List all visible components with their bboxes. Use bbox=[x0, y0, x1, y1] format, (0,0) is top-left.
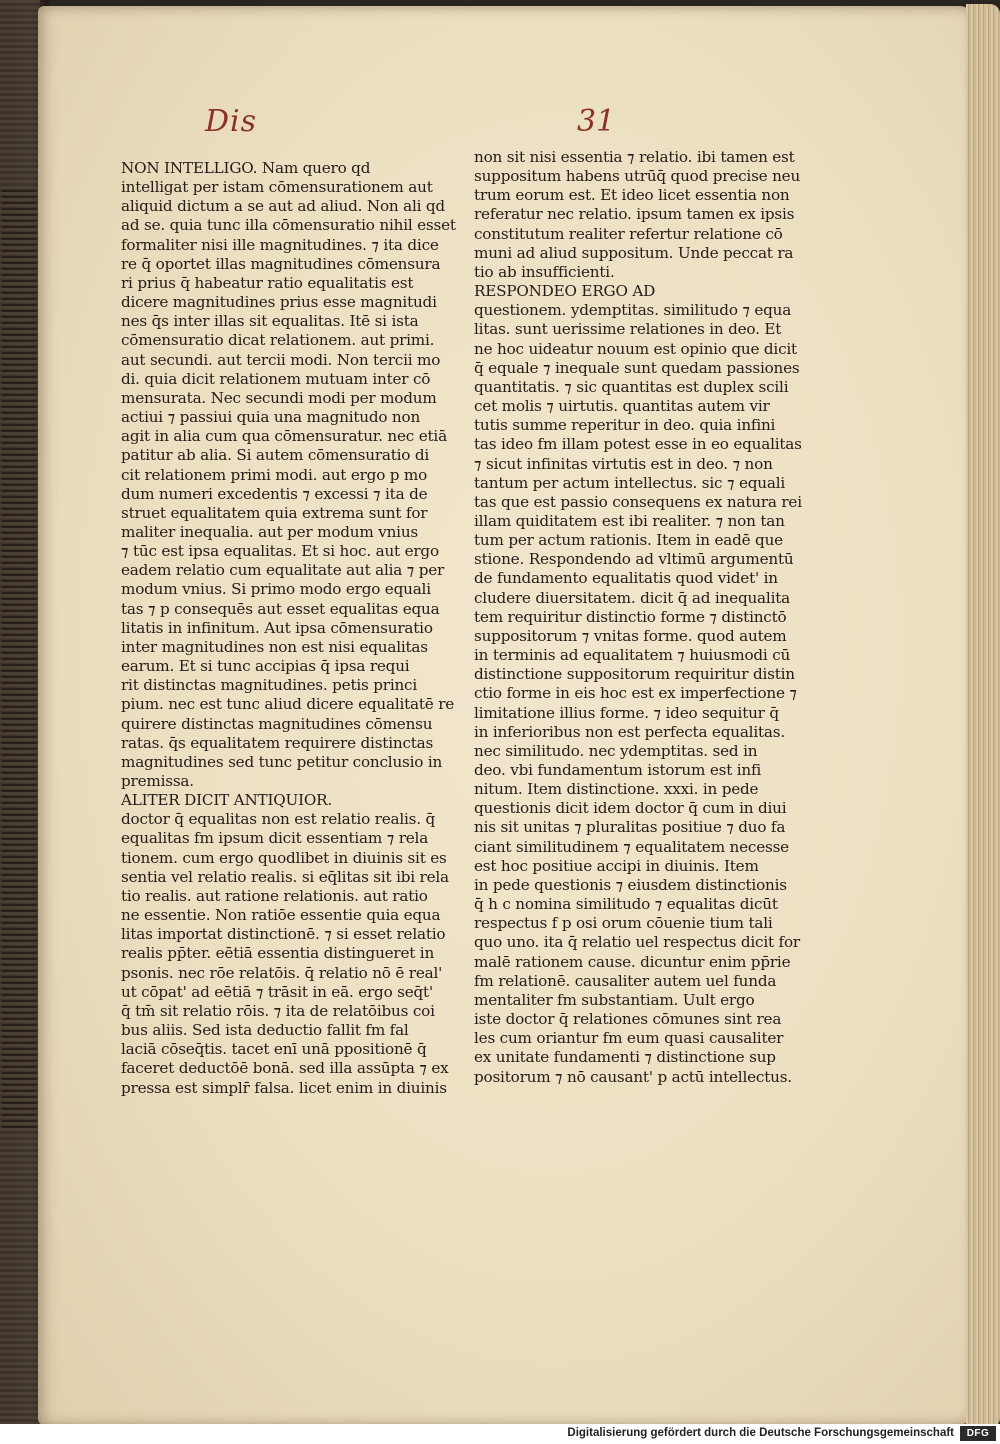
text-line: malē rationem cause. dicuntur enim pp̄rie bbox=[474, 952, 791, 971]
text-line: ALITER DICIT ANTIQUIOR. bbox=[121, 791, 333, 810]
text-line: de fundamento equalitatis quod videt' in bbox=[474, 569, 778, 588]
text-line: psonis. nec rōe relatōis. q̄ relatio nō ē real' bbox=[121, 963, 443, 982]
text-line: ut cōpat' ad eētiā ⁊ trāsit in eā. ergo seq̄t' bbox=[121, 982, 433, 1001]
text-line: nis sit unitas ⁊ pluralitas positiue ⁊ duo fa bbox=[474, 818, 786, 837]
text-column-right bbox=[474, 148, 802, 1087]
text-line: tio ab insufficienti. bbox=[474, 262, 615, 281]
text-line: tutis summe reperitur in deo. quia infini bbox=[474, 416, 776, 435]
text-line: iste doctor q̄ relationes cōmunes sint rea bbox=[474, 1010, 782, 1029]
text-line: referatur nec relatio. ipsum tamen ex ipsis bbox=[474, 205, 795, 224]
text-line: tas que est passio consequens ex natura rei bbox=[474, 492, 802, 511]
text-line: suppositorum ⁊ vnitas forme. quod autem bbox=[474, 626, 787, 645]
text-line: questionis dicit idem doctor q̄ cum in diui bbox=[474, 799, 787, 818]
text-line: ratas. q̄s equalitatem requirere distinctas bbox=[121, 733, 434, 752]
text-line: constitutum realiter refertur relatione cō bbox=[474, 224, 783, 243]
text-line: aliquid dictum a se aut ad aliud. Non ali qd bbox=[121, 197, 445, 216]
text-line: les cum oriantur fm eum quasi causaliter bbox=[474, 1029, 784, 1048]
text-line: mentaliter fm substantiam. Uult ergo bbox=[474, 990, 755, 1009]
text-line: tum per actum rationis. Item in eadē que bbox=[474, 531, 783, 550]
text-line: quantitatis. ⁊ sic quantitas est duplex scili bbox=[474, 377, 789, 396]
text-line: nes q̄s inter illas sit equalitas. Itē si ista bbox=[121, 312, 419, 331]
text-line: cludere diuersitatem. dicit q̄ ad inequalita bbox=[474, 588, 790, 607]
text-line: rit distinctas magnitudines. petis princi bbox=[121, 676, 418, 695]
text-line: ne hoc uideatur nouum est opinio que dicit bbox=[474, 339, 797, 358]
text-line: cit relationem primi modi. aut ergo p mo bbox=[121, 465, 428, 484]
text-line: aut secundi. aut tercii modi. Non tercii mo bbox=[121, 350, 441, 369]
text-line: suppositum habens utrūq̄ quod precise neu bbox=[474, 167, 801, 186]
text-line: litatis in infinitum. Aut ipsa cōmensuratio bbox=[121, 618, 433, 637]
text-line: nitum. Item distinctione. xxxi. in pede bbox=[474, 780, 759, 799]
text-line: illam quiditatem est ibi realiter. ⁊ non tan bbox=[474, 511, 785, 530]
text-line: RESPONDEO ERGO AD bbox=[474, 282, 656, 301]
text-line: q̄ h c nomina similitudo ⁊ equalitas dicūt bbox=[474, 895, 778, 914]
text-line: magnitudines sed tunc petitur conclusio in bbox=[121, 752, 443, 771]
funding-credit: Digitalisierung gefördert durch die Deutsche Forschungsgemeinschaft bbox=[567, 1427, 954, 1439]
text-line: muni ad aliud suppositum. Unde peccat ra bbox=[474, 243, 794, 262]
text-line: tas ideo fm illam potest esse in eo equalitas bbox=[474, 435, 802, 454]
text-line: ex unitate fundamenti ⁊ distinctione sup bbox=[474, 1048, 776, 1067]
text-line: in terminis ad equalitatem ⁊ huiusmodi cū bbox=[474, 646, 791, 665]
text-line: NON INTELLIGO. Nam quero qd bbox=[121, 159, 371, 177]
text-line: in pede questionis ⁊ eiusdem distinctionis bbox=[474, 875, 787, 894]
dfg-logo: DFG bbox=[960, 1426, 996, 1441]
text-line: limitatione illius forme. ⁊ ideo sequitur q̄ bbox=[474, 703, 779, 722]
text-line: respectus f p osi orum cōuenie tium tali bbox=[474, 914, 773, 933]
text-line: tionem. cum ergo quodlibet in diuinis sit es bbox=[121, 848, 447, 867]
text-line: dum numeri excedentis ⁊ excessi ⁊ ita de bbox=[121, 484, 428, 503]
text-line: eadem relatio cum equalitate aut alia ⁊ per bbox=[121, 561, 445, 580]
text-line: nec similitudo. nec ydemptitas. sed in bbox=[474, 741, 758, 760]
text-line: di. quia dicit relationem mutuam inter cō bbox=[121, 369, 431, 388]
text-line: doctor q̄ equalitas non est relatio realis. q̄ bbox=[121, 810, 436, 829]
text-line: pium. nec est tunc aliud dicere equalitatē re bbox=[121, 695, 455, 714]
page-edges bbox=[966, 4, 1000, 1428]
text-line: formaliter nisi ille magnitudines. ⁊ ita dice bbox=[121, 235, 439, 254]
text-line: ⁊ tūc est ipsa equalitas. Et si hoc. aut ergo bbox=[121, 542, 439, 561]
text-line: quirere distinctas magnitudines cōmensu bbox=[121, 714, 433, 733]
text-line: q̄ tm̄ sit relatio rōis. ⁊ ita de relatōibus coi bbox=[121, 1001, 435, 1020]
text-line: tio realis. aut ratione relationis. aut ratio bbox=[121, 886, 428, 905]
text-line: bus aliis. Sed ista deductio fallit fm fal bbox=[121, 1021, 409, 1040]
text-line: ri prius q̄ habeatur ratio equalitatis est bbox=[121, 273, 414, 292]
text-line: patitur ab alia. Si autem cōmensuratio di bbox=[121, 446, 430, 465]
text-line: positorum ⁊ nō causant' p actū intellectus. bbox=[474, 1067, 792, 1086]
text-line: litas. sunt uerissime relationes in deo. Et bbox=[474, 320, 782, 339]
text-line: realis pp̄ter. eētiā essentia distingueret in bbox=[121, 944, 435, 963]
text-line: modum vnius. Si primo modo ergo equali bbox=[121, 580, 431, 599]
text-line: fm relationē. causaliter autem uel funda bbox=[474, 971, 777, 990]
text-line: re q̄ oportet illas magnitudines cōmensura bbox=[121, 254, 441, 273]
text-line: actiui ⁊ passiui quia una magnitudo non bbox=[121, 408, 421, 427]
text-line: struet equalitatem quia extrema sunt for bbox=[121, 503, 428, 522]
text-line: ⁊ sicut infinitas virtutis est in deo. ⁊ non bbox=[474, 454, 773, 473]
text-line: distinctione suppositorum requiritur distin bbox=[474, 665, 795, 684]
text-line: tem requiritur distinctio forme ⁊ distinctō bbox=[474, 607, 787, 626]
text-line: ctio forme in eis hoc est ex imperfectione ⁊ bbox=[474, 684, 797, 703]
text-line: inter magnitudines non est nisi equalitas bbox=[121, 637, 428, 656]
text-line: trum eorum est. Et ideo licet essentia non bbox=[474, 186, 790, 205]
text-line: faceret deductōē bonā. sed illa assūpta ⁊ ex bbox=[121, 1059, 449, 1078]
text-line: quo uno. ita q̄ relatio uel respectus dicit for bbox=[474, 933, 800, 952]
text-line: tas ⁊ p consequēs aut esset equalitas equa bbox=[121, 599, 440, 618]
facing-page-edge bbox=[2, 190, 36, 1130]
text-line: premissa. bbox=[121, 772, 194, 790]
text-line: dicere magnitudines prius esse magnitudi bbox=[121, 293, 437, 312]
text-line: questionem. ydemptitas. similitudo ⁊ equa bbox=[474, 301, 792, 320]
text-line: maliter inequalia. aut per modum vnius bbox=[121, 522, 418, 541]
text-line: q̄ equale ⁊ inequale sunt quedam passiones bbox=[474, 358, 800, 377]
text-line: cet molis ⁊ uirtutis. quantitas autem vir bbox=[474, 397, 770, 416]
text-line: ciant similitudinem ⁊ equalitatem necesse bbox=[474, 837, 789, 856]
text-line: pressa est simplr̄ falsa. licet enim in diuinis bbox=[121, 1078, 447, 1097]
text-line: stione. Respondendo ad vltimū argumentū bbox=[474, 550, 794, 569]
running-head: Dis bbox=[205, 104, 258, 139]
text-line: laciā cōseq̄tis. tacet enī unā ppositionē q̄ bbox=[121, 1040, 427, 1059]
text-column-left bbox=[121, 159, 456, 1098]
text-line: earum. Et si tunc accipias q̄ ipsa requi bbox=[121, 657, 410, 676]
text-line: cōmensuratio dicat relationem. aut primi. bbox=[121, 331, 435, 350]
folio-number: 31 bbox=[577, 104, 616, 139]
text-line: mensurata. Nec secundi modi per modum bbox=[121, 388, 437, 407]
text-line: ad se. quia tunc illa cōmensuratio nihil esset bbox=[121, 216, 456, 235]
text-line: equalitas fm ipsum dicit essentiam ⁊ rela bbox=[121, 829, 429, 848]
text-line: ne essentie. Non ratiōe essentie quia equa bbox=[121, 906, 441, 925]
text-line: in inferioribus non est perfecta equalitas. bbox=[474, 722, 785, 741]
text-line: est hoc positiue accipi in diuinis. Item bbox=[474, 856, 759, 875]
text-line: agit in alia cum qua cōmensuratur. nec etiā bbox=[121, 427, 447, 446]
text-line: litas importat distinctionē. ⁊ si esset relatio bbox=[121, 925, 446, 944]
text-line: non sit nisi essentia ⁊ relatio. ibi tamen est bbox=[474, 148, 795, 166]
text-line: tantum per actum intellectus. sic ⁊ equali bbox=[474, 473, 786, 492]
text-line: intelligat per istam cōmensurationem aut bbox=[121, 178, 433, 197]
text-line: sentia vel relatio realis. si eq̄litas sit ibi rela bbox=[121, 867, 449, 886]
text-line: deo. vbi fundamentum istorum est infi bbox=[474, 761, 762, 779]
